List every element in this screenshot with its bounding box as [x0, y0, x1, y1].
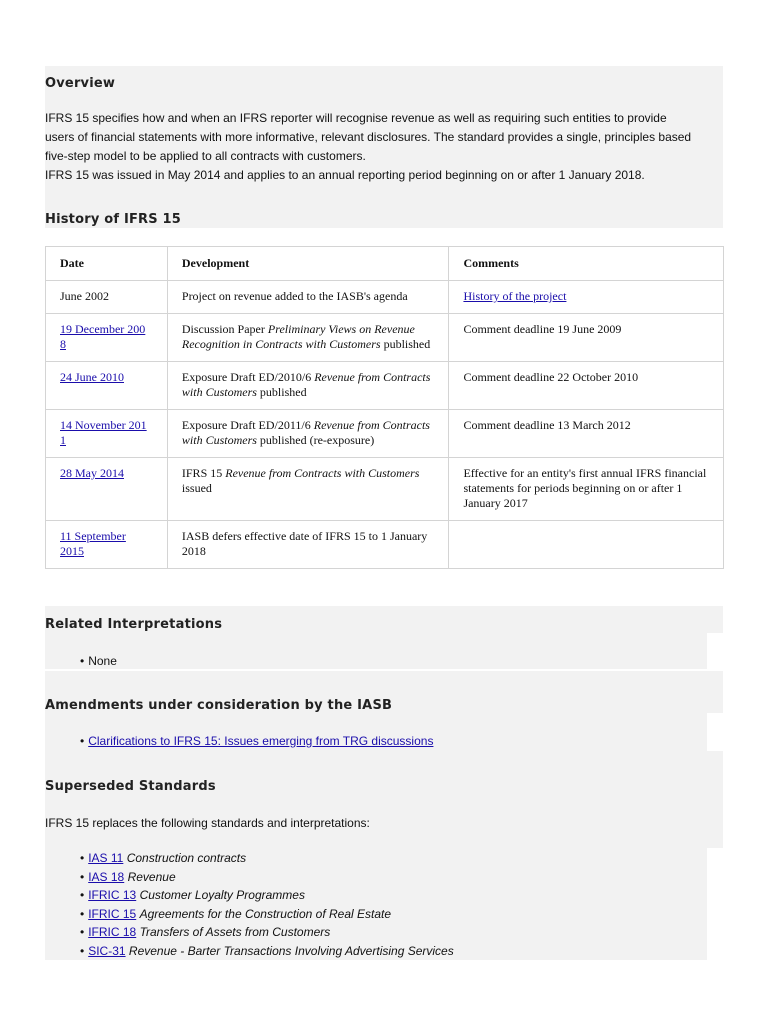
- standard-title: Customer Loyalty Programmes: [139, 888, 305, 903]
- standard-link[interactable]: IAS 11: [88, 851, 124, 865]
- date-line: 24 June 2010: [60, 370, 124, 384]
- superseded-list: [80, 849, 454, 961]
- comment-text: Comment deadline 22 October 2010: [463, 370, 639, 384]
- development-cell: [167, 410, 449, 458]
- superseded-heading: Superseded Standards: [45, 779, 216, 794]
- column-header-comments: Comments: [449, 247, 724, 281]
- trg-clarifications-link[interactable]: Clarifications to IFRS 15: Issues emerging from TRG discussions: [88, 734, 434, 748]
- list-item: [80, 886, 454, 905]
- list-item: [80, 732, 433, 751]
- overview-line: users of financial statements with more informative, relevant disclosures. The standard provides a single, principles based: [45, 130, 692, 144]
- table-row: [46, 362, 724, 410]
- related-heading: Related Interpretations: [45, 617, 223, 632]
- development-text: Discussion Paper: [181, 322, 268, 336]
- date-cell: [46, 362, 168, 410]
- date-cell: [46, 281, 168, 314]
- development-cell: [167, 281, 449, 314]
- document-title: Preliminary Views on Revenue Recognition in Contracts with Customers: [181, 322, 415, 351]
- standard-title: Transfers of Assets from Customers: [139, 925, 331, 940]
- list-item: [80, 868, 454, 887]
- date-link[interactable]: [60, 529, 126, 558]
- standard-title: Revenue: [127, 869, 176, 884]
- comments-cell: [449, 314, 724, 362]
- development-text: Project on revenue added to the IASB's agenda: [181, 289, 408, 303]
- development-cell: [167, 314, 449, 362]
- development-text: issued: [181, 481, 212, 495]
- date-link[interactable]: [60, 370, 124, 384]
- development-text: IASB defers effective date of IFRS 15 to 1 January 2018: [181, 529, 428, 558]
- table-row: [46, 410, 724, 458]
- development-cell: [167, 458, 449, 521]
- standard-link[interactable]: IFRIC 15: [88, 906, 137, 921]
- date-line: 28 May 2014: [60, 466, 124, 480]
- date-text: [60, 289, 109, 303]
- date-line: June 2002: [60, 289, 109, 303]
- development-text: Exposure Draft ED/2011/6: [181, 418, 314, 432]
- comment-text: Comment deadline 13 March 2012: [463, 418, 631, 432]
- table-row: [46, 281, 724, 314]
- history-of-project-link[interactable]: History of the project: [463, 289, 567, 303]
- column-header-date: Date: [46, 247, 168, 281]
- date-line: 2015: [60, 544, 84, 558]
- overview-line: five-step model to be applied to all contracts with customers.: [45, 149, 366, 163]
- date-line: 1: [60, 433, 66, 447]
- comments-cell: [449, 458, 724, 521]
- table-row: [46, 314, 724, 362]
- development-text: published: [256, 385, 307, 399]
- history-table-body: [46, 281, 724, 569]
- date-cell: [46, 410, 168, 458]
- amendments-heading: Amendments under consideration by the IASB: [45, 698, 393, 713]
- date-cell: [46, 458, 168, 521]
- date-line: 19 December 200: [60, 322, 146, 336]
- superseded-section-background: [45, 751, 723, 848]
- comment-text: Effective for an entity's first annual IFRS financial statements for periods beginning on or after 1 January 2017: [463, 466, 707, 510]
- comment-text: Comment deadline 19 June 2009: [463, 322, 622, 336]
- date-link[interactable]: [60, 418, 147, 447]
- list-item: [80, 849, 454, 868]
- development-cell: [167, 521, 449, 569]
- related-list: [80, 652, 117, 671]
- overview-line: IFRS 15 was issued in May 2014 and applies to an annual reporting period beginning on or after 1 January 2018.: [45, 168, 645, 182]
- date-line: 14 November 201: [60, 418, 147, 432]
- date-cell: [46, 314, 168, 362]
- overview-text: [45, 109, 725, 185]
- document-title: Revenue from Contracts with Customers: [181, 418, 430, 447]
- related-list-background: [45, 633, 707, 669]
- list-item: [80, 923, 454, 942]
- table-row: [46, 521, 724, 569]
- date-line: 8: [60, 337, 66, 351]
- standard-link[interactable]: SIC-31: [88, 943, 126, 958]
- history-table: [45, 246, 724, 569]
- amendments-list: [80, 732, 433, 751]
- standard-link[interactable]: IFRIC 18: [88, 925, 137, 940]
- development-text: Exposure Draft ED/2010/6: [181, 370, 315, 384]
- standard-link[interactable]: IFRIC 13: [88, 888, 137, 903]
- list-item: • None: [80, 652, 117, 671]
- overview-line: IFRS 15 specifies how and when an IFRS reporter will recognise revenue as well as requiring such entities to provide: [45, 111, 667, 125]
- comments-cell: [449, 362, 724, 410]
- document-title: Revenue from Contracts with Customers: [225, 466, 420, 480]
- standard-title: Agreements for the Construction of Real Estate: [139, 906, 392, 921]
- list-item: [80, 942, 454, 961]
- overview-heading: Overview: [45, 76, 116, 91]
- comments-cell: [449, 521, 724, 569]
- comments-cell: [449, 281, 724, 314]
- date-line: 11 September: [60, 529, 126, 543]
- superseded-intro: IFRS 15 replaces the following standards and interpretations:: [45, 816, 370, 830]
- date-link[interactable]: [60, 322, 145, 351]
- standard-link[interactable]: IAS 18: [88, 869, 125, 884]
- list-item: [80, 905, 454, 924]
- date-cell: [46, 521, 168, 569]
- history-heading: History of IFRS 15: [45, 212, 182, 227]
- table-header-row: [46, 247, 724, 281]
- development-text: published: [380, 337, 431, 351]
- development-text: IFRS 15: [181, 466, 226, 480]
- standard-title: Construction contracts: [126, 851, 247, 865]
- comments-cell: [449, 410, 724, 458]
- document-title: Revenue from Contracts with Customers: [181, 370, 431, 399]
- column-header-development: Development: [167, 247, 449, 281]
- development-cell: [167, 362, 449, 410]
- date-link[interactable]: [60, 466, 124, 480]
- development-text: published (re-exposure): [256, 433, 375, 447]
- standard-title: Revenue - Barter Transactions Involving Advertising Services: [128, 943, 454, 958]
- table-row: [46, 458, 724, 521]
